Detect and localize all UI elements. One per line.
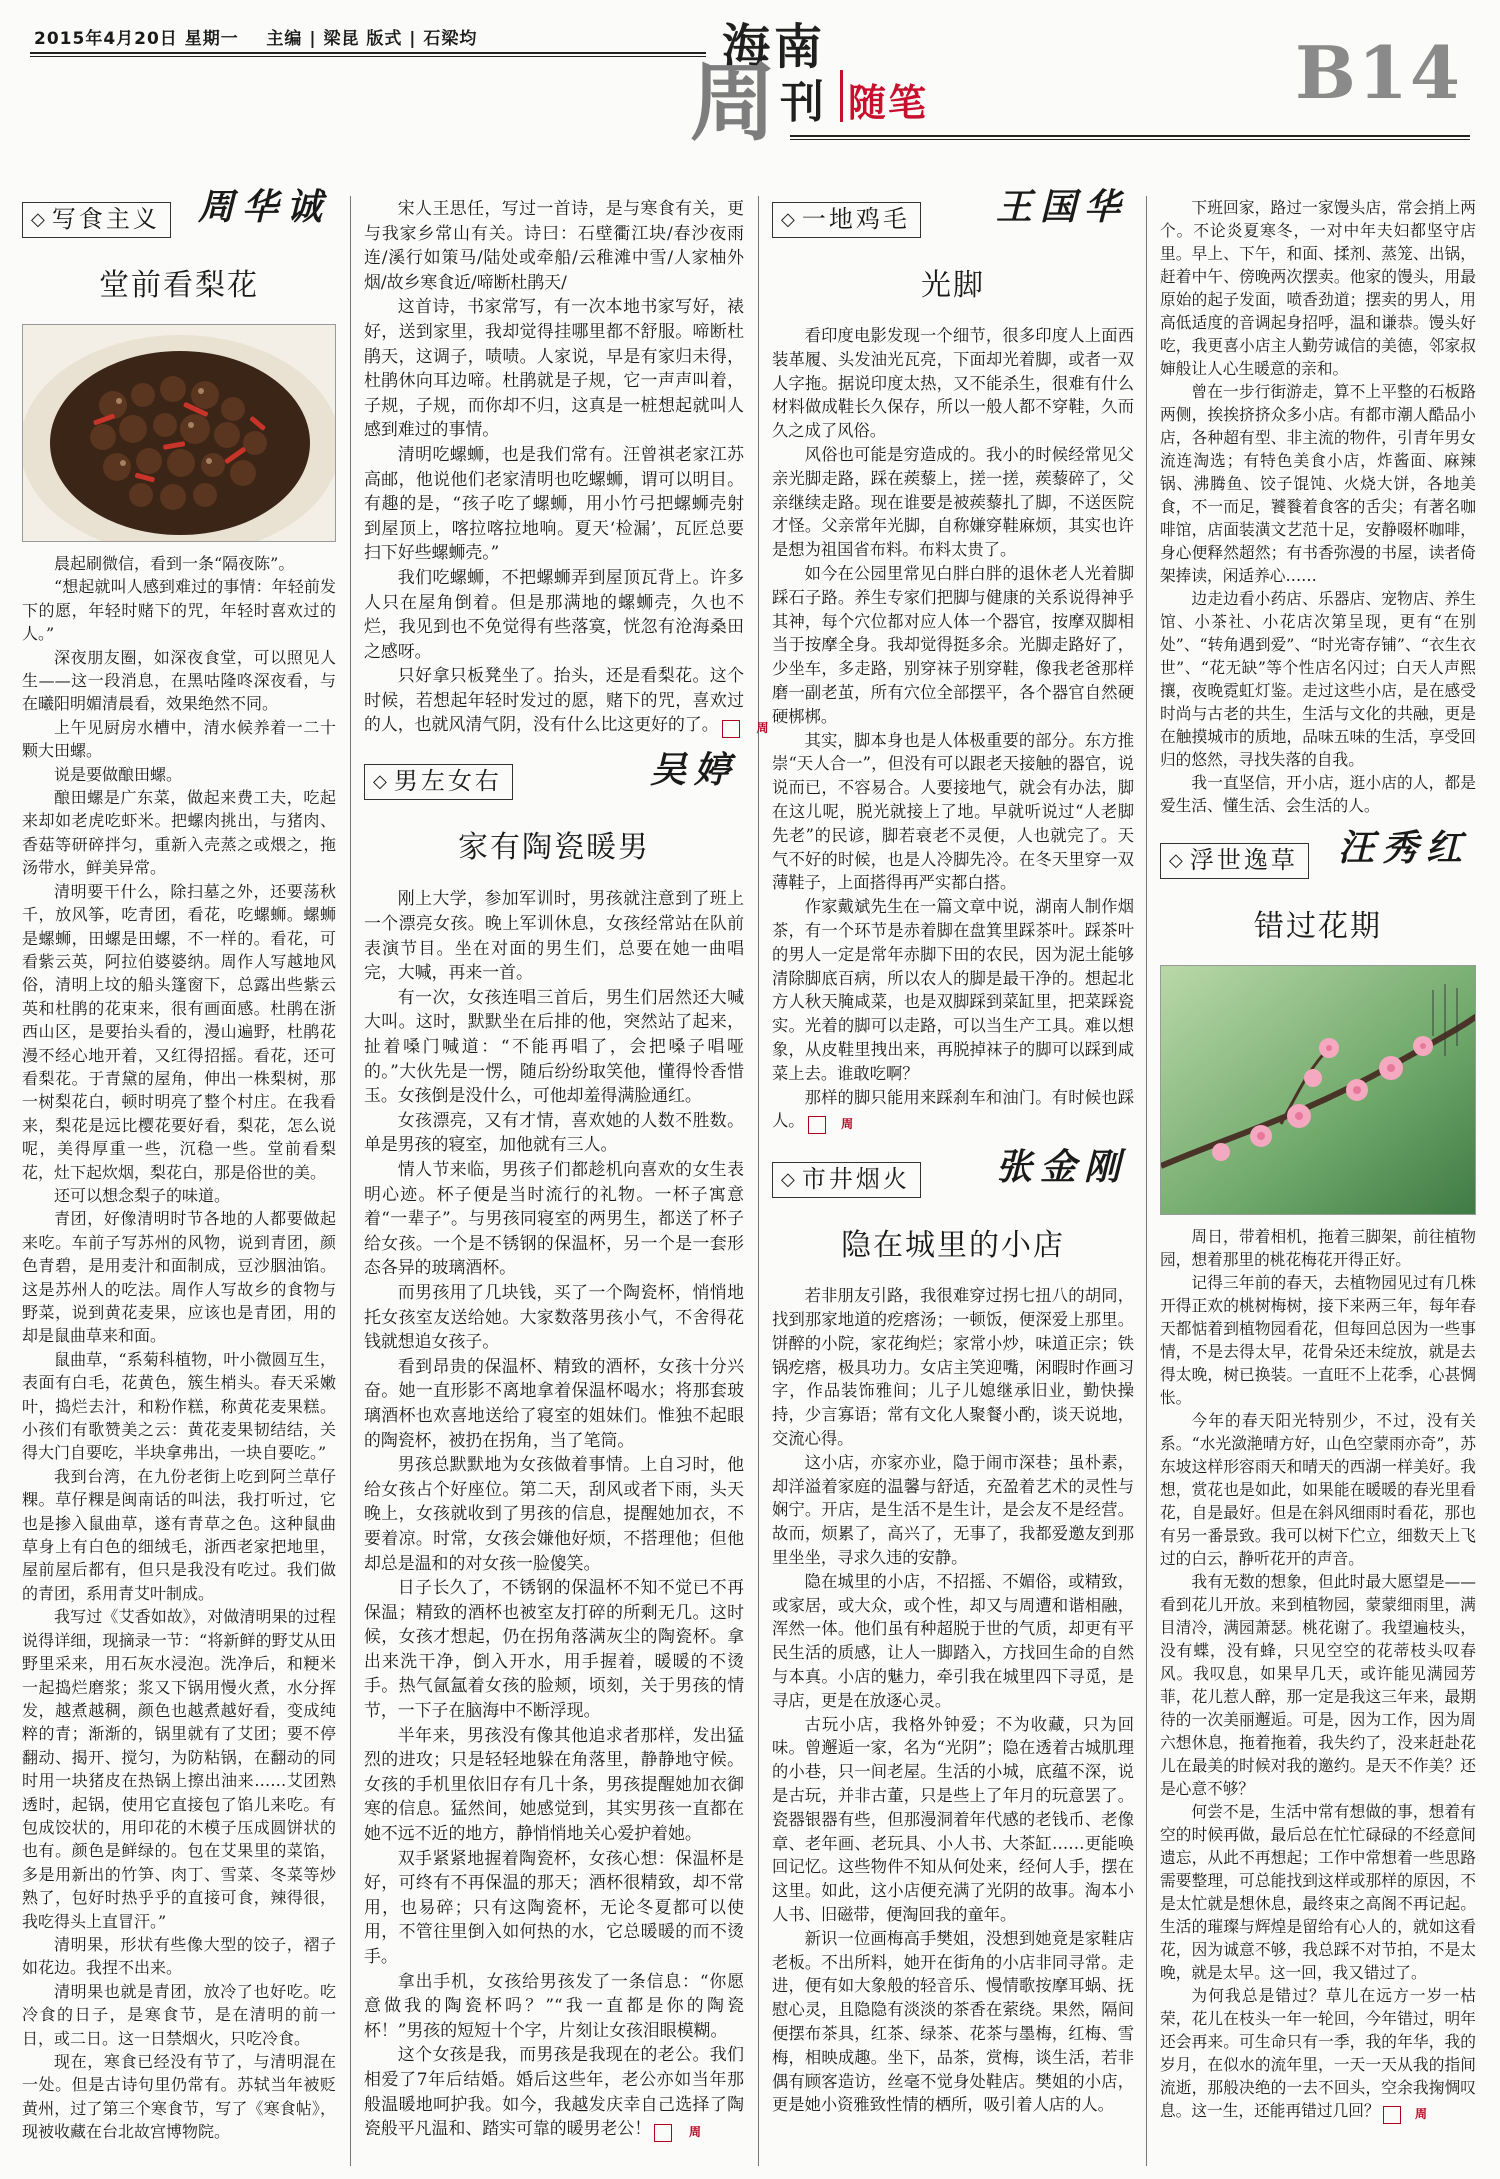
column-tag: ◇ 男左女右 xyxy=(364,764,513,800)
article-header xyxy=(1160,827,1476,893)
paragraph: 何尝不是，生活中常有想做的事，想着有空的时候再做，最后总在忙忙碌碌的不经意间遗忘，从此不再想起；工作中常想着一些思路需要整理，可总能找到这样或那样的原因，不是太忙就是想休息，最终束之高阁不再记起。生活的璀璨与辉煌是留给有心人的，就如这看花，因为诚意不够，我总踩不对节拍，不是太晚，就是太早。这一回，我又错过了。 xyxy=(1160,1802,1476,1982)
author-signature: 张金刚 xyxy=(995,1146,1128,1189)
paragraph: 我写过《艾香如故》，对做清明果的过程说得详细，现摘录一节：“将新鲜的野艾从田野里采来，用石灰水浸泡。洗净后，和粳米一起捣烂磨浆；浆又下锅用慢火煮，水分挥发，越煮越稠，颜色也越煮越好看，变成纯粹的青；渐渐的，锅里就有了艾团；要不停翻动、揭开、搅匀，为防粘锅，在翻动的同时用一块猪皮在热锅上擦出油来……艾团熟透时，起锅，使用它直接包了馅儿来吃。有包成饺状的，用印花的木模子压成圆饼状的也有。颜色是鲜绿的。包在艾果里的菜馅，多是用新出的竹笋、肉丁、雪菜、冬菜等炒熟了，包好时热乎乎的直接可食，辣得很，我吃得头上直冒汗。” xyxy=(22,1607,336,1931)
paragraph: 还可以想念梨子的味道。 xyxy=(54,1185,231,1205)
paragraph: 晨起刷微信，看到一条“隔夜陈”。 xyxy=(54,554,295,573)
author-signature: 汪秀红 xyxy=(1337,827,1470,869)
page-header xyxy=(0,0,1500,170)
article-cuoguo xyxy=(1160,827,1476,2124)
paragraph: 拿出手机，女孩给男孩发了一条信息：“你愿意做我的陶瓷杯吗？”“我一直都是你的陶瓷杯！”男孩的短短十个字，片刻让女孩泪眼模糊。 xyxy=(364,1970,744,2040)
article-xiaodian xyxy=(772,1146,1134,2117)
author-signature: 王国华 xyxy=(995,186,1128,228)
article-header xyxy=(772,1146,1134,1212)
paragraph: 这小店，亦家亦业，隐于闹市深巷；虽朴素，却洋溢着家庭的温馨与舒适，充盈着艺术的灵性与娴宁。开店，是生活不是生计，是会友不是经营。故而，烦累了，高兴了，无事了，我都爱邀友到那里坐坐，寻求久违的安静。 xyxy=(772,1452,1134,1568)
paragraph: 为何我总是错过？草儿在远方一岁一枯荣，花儿在枝头一年一轮回，今年错过，明年还会再来。可生命只有一季，我的年华，我的岁月，在似水的流年里，一天一天从我的指间流逝，那般决绝的一去不回头，空余我掬惆叹息。这一生，还能再错过几回？ 周 xyxy=(1160,1984,1476,2124)
paragraph: 男孩总默默地为女孩做着事情。上自习时，他给女孩占个好座位。第二天，刮风或者下雨，头天晚上，女孩就收到了男孩的信息，提醒她加衣，不要着凉。时常，女孩会嫌他好烦，不搭理他；但他却总是温和的对女孩一脸傻笑。 xyxy=(364,1454,744,1573)
article-body xyxy=(772,324,1134,1134)
paragraph: 酿田螺是广东菜，做起来费工夫，吃起来却如老虎吃虾米。把螺肉挑出，与猪肉、香菇等研碎拌匀，重新入壳蒸之或煨之，拖汤带水，鲜美异常。 xyxy=(22,788,336,878)
article-header xyxy=(364,749,744,814)
paragraph: 古玩小店，我格外钟爱；不为收藏，只为回味。曾邂逅一家，名为“光阴”；隐在透着古城肌理的小巷，只一间老屋。生活的小城，底蕴不深，说是古玩，并非古董，只是些上了年月的玩意罢了。瓷器银器有些，但那漫洞着年代感的老钱币、老像章、老年画、老玩具、小人书、大茶缸……更能唤回记忆。这些物件不知从何处来，经何人手，摆在这里。如此，这小店便充满了光阴的故事。淘本小人书、旧磁带，便淘回我的童年。 xyxy=(772,1714,1134,1925)
paragraph: 而男孩用了几块钱，买了一个陶瓷杯，悄悄地托女孩室友送给她。大家数落男孩小气，不舍得花钱就想追女孩子。 xyxy=(364,1281,744,1352)
paragraph: 若非朋友引路，我很难穿过拐七扭八的胡同，找到那家地道的疙瘩汤；一顿饭，便深爱上那里。饼醉的小院，家花绚烂；家常小炒，味道正宗；铁锅疙瘩，极具功力。女店主笑迎嘴，闲暇时作画习字，作品装饰雅间；儿子儿媳继承旧业，勤快操持，少言寡语；常有文化人聚餐小酌，谈天说地，交流心得。 xyxy=(772,1286,1134,1449)
column-three xyxy=(772,186,1134,2117)
end-mark-icon: 周 xyxy=(808,1116,826,1134)
article-guangjiao xyxy=(772,186,1134,1134)
diamond-icon: ◇ xyxy=(781,1169,798,1191)
paragraph: 上午见厨房水槽中，清水候养着一二十颗大田螺。 xyxy=(22,717,336,761)
peach-blossom-photo xyxy=(1160,965,1476,1215)
paragraph: 日子长久了，不锈钢的保温杯不知不觉已不再保温；精致的酒杯也被室友打碎的所剩无几。这时候，女孩才想起，仍在拐角落满灰尘的陶瓷杯。拿出来洗干净，倒入开水，用手握着，暖暖的不烫手。热气氤氲着女孩的脸颊，顷刻，关于男孩的情节，一下子在脑海中不断浮现。 xyxy=(364,1577,744,1721)
diamond-icon: ◇ xyxy=(1169,850,1186,871)
paragraph: 女孩漂亮，又有才情，喜欢她的人数不胜数。单是男孩的寝室，加他就有三人。 xyxy=(364,1109,744,1155)
snail-dish-photo xyxy=(22,324,336,542)
article-taoci xyxy=(364,749,744,2142)
paragraph: 鼠曲草，“系菊科植物，叶小微圆互生，表面有白毛，花黄色，簇生梢头。春天采嫩叶，捣烂去汁，和粉作糕，称黄花麦果糕。小孩们有歌赞美之云：黄花麦果韧结结，关得大门自要吃，半块拿弗出，一块自要吃。” xyxy=(22,1349,336,1463)
column-tag: ◇ 一地鸡毛 xyxy=(772,202,921,238)
column-four xyxy=(1160,196,1476,2124)
paragraph: 记得三年前的春天，去植物园见过有几株开得正欢的桃树梅树，接下来两三年，每年春天都惦着到植物园看花，但每回总因为一些事情，不是去得太早，花骨朵还未绽放，就是去得太晚，树已换装。一直旺不上花季，心甚惆怅。 xyxy=(1160,1273,1476,1407)
column-tag: ◇ 浮世逸草 xyxy=(1160,843,1309,879)
masthead-zhou: 周 xyxy=(690,53,776,153)
paragraph: 清明吃螺蛳，也是我们常有。汪曾祺老家江苏高邮，他说他们老家清明也吃螺蛳，谓可以明目。有趣的是，“孩子吃了螺蛳，用小竹弓把螺蛳壳射到屋顶上，喀拉喀拉地响。夏天‘检漏’，瓦匠总要扫下好些螺蛳壳。” xyxy=(364,443,744,563)
article-title: 隐在城里的小店 xyxy=(841,1228,1065,1264)
paragraph: 边走边看小药店、乐器店、宠物店、养生馆、小茶社、小花店次第呈现，更有“在别处”、“转角遇到爱”、“时光寄存铺”、“衣生衣世”、“花无缺”等个性店名闪过；白天人声熙攘，夜晚霓虹灯鉴。走过这些小店，是在感受时尚与古老的共生，生活与文化的共融，更是在触摸城市的质地，品味五味的生活，享受回归的悠然，寻找失落的自我。 xyxy=(1160,589,1476,769)
masthead-kan: 刊 xyxy=(780,77,824,128)
paragraph: 今年的春天阳光特别少，不过，没有关系。“水光潋滟晴方好，山色空蒙雨亦奇”，苏东坡这样形容雨天和晴天的西湖一样美好。我想，赏花也是如此，如果能在暖暖的春光里看花，自是最好。但是在斜风细雨时看花，那也有另一番景致。我可以树下伫立，细数天上飞过的白云，静听花开的声音。 xyxy=(1160,1411,1476,1568)
page-number: B14 xyxy=(1294,30,1462,115)
end-mark-icon: 周 xyxy=(722,720,740,738)
paragraph: 只好拿只板凳坐了。抬头，还是看梨花。这个时候，若想起年轻时发过的愿，赌下的咒，喜欢过的人，也就风清气阴，没有什么比这更好的了。 周 xyxy=(364,663,744,738)
article-body xyxy=(772,1284,1134,2117)
masthead-red-bar xyxy=(840,70,843,122)
paragraph: 清明果也就是青团，放冷了也好吃。吃冷食的日子，是寒食节，是在清明的前一日，或二日。这一日禁烟火，只吃冷食。 xyxy=(22,1981,336,2048)
article-header xyxy=(772,186,1134,252)
paragraph: 下班回家，路过一家馒头店，常会捎上两个。不论炎夏寒冬，一对中年夫妇都坚守店里。早上、下午，和面、揉剂、蒸笼、出锅，赶着中午、傍晚两次摆卖。他家的馒头，用最原始的起子发面，喷香劲道；摆卖的男人，用高低适度的音调起身招呼，温和谦恭。馒头好吃，我更喜小店主人勤劳诚信的美德，邻家叔婶般让人心生暖意的亲和。 xyxy=(1160,198,1476,378)
article-title: 堂前看梨花 xyxy=(99,268,259,303)
author-signature: 周华诚 xyxy=(197,186,330,228)
author-signature: 吴婷 xyxy=(649,749,738,792)
article-body xyxy=(22,552,336,2144)
article-tangqian xyxy=(22,186,336,2144)
paragraph: 风俗也可能是穷造成的。我小的时候经常见父亲光脚走路，踩在蒺藜上，搓一搓，蒺藜碎了，父亲继续走路。现在谁要是被蒺藜扎了脚，不送医院才怪。父亲常年光脚，自称嫌穿鞋麻烦，其实也许是想为祖国省布料。布料太贵了。 xyxy=(772,444,1134,560)
editor-line: 主编 | 梁昆 版式 | 石梁均 xyxy=(266,29,478,49)
diamond-icon: ◇ xyxy=(31,209,48,230)
paragraph: 我到台湾，在九份老街上吃到阿兰草仔粿。草仔粿是闽南话的叫法，我打听过，它也是掺入鼠曲草，遂有青草之色。这种鼠曲草身上有白色的细绒毛，浙西老家把地里，屋前屋后都有，但只是我没有吃过。我们做的青团，系用青艾叶制成。 xyxy=(22,1466,336,1603)
end-mark-icon: 周 xyxy=(654,2124,672,2142)
header-rule-thin xyxy=(30,56,706,57)
paragraph: 半年来，男孩没有像其他追求者那样，发出猛烈的进攻；只是轻轻地躲在角落里，静静地守候。女孩的手机里依旧存有几十条，男孩提醒她加衣御寒的信息。猛然间，她感觉到，其实男孩一直都在她不远不近的地方，静悄悄地关心爱护着她。 xyxy=(364,1724,744,1844)
paragraph: 刚上大学，参加军训时，男孩就注意到了班上一个漂亮女孩。晚上军训休息，女孩经常站在队前表演节目。坐在对面的男生们，总要在她一曲唱完，大喊，再来一首。 xyxy=(364,888,744,983)
section-name: 随笔 xyxy=(848,81,929,125)
diamond-icon: ◇ xyxy=(781,209,798,230)
paragraph: 作家戴斌先生在一篇文章中说，湖南人制作烟茶，有一个环节是赤着脚在盘箕里踩茶叶。踩茶叶的男人一定是常年赤脚下田的农民，因为泥土能够清除脚底百病，所以农人的脚是最干净的。想起北方人秋天腌咸菜，也是双脚踩到菜缸里，把菜踩瓷实。光着的脚可以走路，可以当生产工具。难以想象，从皮鞋里拽出来，再脱掉袜子的脚可以踩到咸菜上去。谁敢吃啊？ xyxy=(772,897,1134,1083)
header-rule xyxy=(30,52,706,54)
article-title: 错过花期 xyxy=(1254,909,1382,944)
paragraph: 有一次，女孩连唱三首后，男生们居然还大喊大叫。这时，默默坐在后排的他，突然站了起来，扯着嗓门喊道：“不能再唱了，会把嗓子唱哑的。”大伙先是一愣，随后纷纷取笑他，懂得怜香惜玉。女孩倒是没什么，可他却羞得满脸通红。 xyxy=(364,986,744,1106)
paragraph: 看到昂贵的保温杯、精致的酒杯，女孩十分兴奋。她一直形影不离地拿着保温杯喝水；将那套玻璃酒杯也欢喜地送给了寝室的姐妹们。惟独不起眼的陶瓷杯，被扔在拐角，当了笔筒。 xyxy=(364,1355,744,1450)
article-header xyxy=(22,186,336,252)
paragraph: 隐在城里的小店，不招摇、不媚俗，或精致，或家居，或大众，或个性，却又与周遭和谐相融，浑然一体。他们虽有种超脱于世的气质，却更有平民生活的质感，让人一脚踏入，方找回生命的自然与本真。小店的魅力，牵引我在城里四下寻觅，是寻店，更是在放逐心灵。 xyxy=(772,1571,1134,1710)
paragraph: 青团，好像清明时节各地的人都要做起来吃。车前子写苏州的风物，说到青团，颜色青碧，是用麦汁和面制成，豆沙胭油馅。这是苏州人的吃法。周作人写故乡的食物与野菜，说到黄花麦果，应该也是青团，用的却是鼠曲草来和面。 xyxy=(22,1209,336,1346)
paragraph: 如今在公园里常见白胖白胖的退休老人光着脚踩石子路。养生专家们把脚与健康的关系说得神乎其神，每个穴位都对应人体一个器官，按摩双脚相当于按摩全身。我却觉得挺多余。光脚走路好了，少坐车，多走路，别穿袜子别穿鞋，像我老爸那样磨一副老茧，所有穴位全部摆平，各个器官自然硬硬梆梆。 xyxy=(772,563,1134,726)
date-editor-line xyxy=(34,24,477,49)
paragraph: 双手紧紧地握着陶瓷杯，女孩心想：保温杯是好，可终有不再保温的那天；酒杯很精致，却不常用，也易碎；只有这陶瓷杯，无论冬夏都可以使用，不管往里倒入如何热的水，它总暖暖的而不烫手。 xyxy=(364,1847,744,1966)
column-tag: ◇ 市井烟火 xyxy=(772,1162,921,1198)
diamond-icon: ◇ xyxy=(373,771,390,793)
article-body xyxy=(1160,1225,1476,2124)
article-title: 光脚 xyxy=(921,268,985,303)
paragraph: 曾在一步行街游走，算不上平整的石板路两侧，挨挨挤挤众多小店。有都市潮人酷品小店，各种超有型、非主流的物件，引青年男女流连淘选；有特色美食小店，炸酱面、麻辣锅、沸腾鱼、饺子馄饨、火烧大饼，各地美食，不一而足，饕餮着食客的舌尖；有著名咖啡馆，店面装潢文艺范十足，安静啜杯咖啡，身心便释然超然；有书香弥漫的书屋，读者倚架捧读，闲适养心…… xyxy=(1160,382,1476,585)
paragraph: 我们吃螺蛳，不把螺蛳弄到屋顶瓦背上。许多人只在屋角倒着。但是那满地的螺蛳壳，久也不烂，我见到也不免觉得有些落寞，恍忽有沧海桑田之感呀。 xyxy=(364,566,744,661)
paragraph: 我有无数的想象，但此时最大愿望是——看到花儿开放。来到植物园，蒙蒙细雨里，满目清冷，满园萧瑟。桃花谢了。我望遍枝头，没有蝶，没有蜂，只见空空的花蒂枝头叹春风。我叹息，如果早几天，或许能见满园芳菲，花儿惹人醉，那一定是我这三年来，最期待的一次美丽邂逅。可是，因为工作，因为周六想休息，拖着拖着，我失约了，没来赶赴花儿在最美的时候对我的邀约。是天不作美？还是心意不够？ xyxy=(1160,1572,1476,1798)
article-body-continued xyxy=(364,196,769,738)
paragraph: 说是要做酿田螺。 xyxy=(54,764,183,784)
paragraph: 宋人王思任，写过一首诗，是与寒食有关，更与我家乡常山有关。诗曰：石壁衢江块/春沙夜雨连/溪行如策马/陆处或牵船/云稚滩中雪/人家柚外烟/故乡寒食近/啼断杜鹃天/ xyxy=(364,198,744,292)
paragraph: 其实，脚本身也是人体极重要的部分。东方推崇“天人合一”，但没有可以跟老天接触的器官，说说而已，不容易合。人要接地气，就会有办法，脚在这儿呢，脱光就接上了地。早就听说过“人老脚先老”的民谚，脚若衰老不灵便，人也就完了。天气不好的时候，也是人冷脚先冷。在冬天里穿一双薄鞋子，上面搭得再严实都白搭。 xyxy=(772,730,1134,893)
paragraph: 那样的脚只能用来踩刹车和油门。有时候也踩人。 周 xyxy=(772,1086,1134,1135)
header-rule-right-thin xyxy=(790,139,1470,140)
paragraph: 深夜朋友圈，如深夜食堂，可以照见人生——这一段消息，在黑咕隆咚深夜看，与在曦阳明媚清晨看，效果绝然不同。 xyxy=(22,647,336,714)
date-line: 2015年4月20日 星期一 xyxy=(34,29,239,49)
paragraph: “想起就叫人感到难过的事情：年轻前发下的愿，年轻时赌下的咒，年轻时喜欢过的人。” xyxy=(22,577,336,644)
paragraph: 周日，带着相机，拖着三脚架，前往植物园，想着那里的桃花梅花开得正好。 xyxy=(1160,1227,1476,1269)
column-divider xyxy=(758,196,759,2166)
paragraph: 我一直坚信，开小店，逛小店的人，都是爱生活、懂生活、会生活的人。 xyxy=(1160,773,1476,815)
header-rule-right xyxy=(790,135,1470,137)
masthead-hainan: 海南 xyxy=(722,19,827,75)
paragraph: 现在，寒食已经没有节了，与清明混在一处。但是古诗句里仍常有。苏轼当年被贬黄州，过了第三个寒食节，写了《寒食帖》，现被收藏在台北故宫博物院。 xyxy=(22,2052,336,2142)
column-two xyxy=(364,196,769,2142)
paragraph: 清明要干什么，除扫墓之外，还要荡秋千，放风筝，吃青团，看花，吃螺蛳。螺蛳是螺蛳，田螺是田螺，不一样的。看花，可看紫云英，阿拉伯婆婆纳。周作人写越地风俗，清明上坟的船头篷窗下，总露出些紫云英和杜鹃的花束来，很有画面感。杜鹃在浙西山区，是要抬头看的，漫山遍野，杜鹃花漫不经心地开着，又红得招摇。看花，还可看梨花。于青黛的屋角，伸出一株梨树，那一树梨花白，顿时明亮了整个村庄。在我看来，梨花是远比樱花要好看，梨花，怎么说呢，美得厚重一些，沉稳一些。堂前看梨花，灶下起炊烟，梨花白，那是俗世的美。 xyxy=(22,881,336,1182)
article-body-continued xyxy=(1160,196,1476,817)
article-title: 家有陶瓷暖男 xyxy=(458,830,650,866)
end-mark-icon: 周 xyxy=(1383,2106,1401,2124)
column-tag: ◇ 写食主义 xyxy=(22,202,171,238)
column-divider xyxy=(1146,196,1147,2166)
paragraph: 新识一位画梅高手樊姐，没想到她竟是家鞋店老板。不出所料，她开在街角的小店非同寻常。走进，便有如大象般的轻音乐、慢情歌按摩耳蜗、抚慰心灵，且隐隐有淡淡的茶香在萦绕。果然，隔间便摆布茶具，红茶、绿茶、花茶与墨梅，红梅、雪梅，相映成趣。坐下，品茶，赏梅，谈生活，若非偶有顾客造访，丝毫不觉身处鞋店。樊姐的小店，更是她小资雅致性情的栖所，吸引着人店的人。 xyxy=(772,1928,1134,2115)
paragraph: 看印度电影发现一个细节，很多印度人上面西装革履、头发油光瓦亮，下面却光着脚，或者一双人字拖。据说印度太热，又不能杀生，很难有什么材料做成鞋长久保存，所以一般人都不穿鞋，久而久之成了风俗。 xyxy=(772,326,1134,441)
paragraph: 这个女孩是我，而男孩是我现在的老公。我们相爱了7年后结婚。婚后这些年，老公亦如当年那般温暖地呵护我。如今，我越发庆幸自己选择了陶瓷般平凡温和、踏实可靠的暖男老公！ 周 xyxy=(364,2042,744,2142)
paragraph: 这首诗，书家常写，有一次本地书家写好，裱好，送到家里，我却觉得挂哪里都不舒服。啼断杜鹃天，这调子，啧啧。人家说，早是有家归未得，杜鹃休向耳边啼。杜鹃就是子规，它一声声叫着，子规，子规，而你却不归，这真是一桩想起就叫人感到难过的事情。 xyxy=(364,296,744,440)
paragraph: 清明果，形状有些像大型的饺子，褶子如花边。我捏不出来。 xyxy=(22,1934,336,1978)
article-body xyxy=(364,886,744,2142)
paragraph: 情人节来临，男孩子们都趁机向喜欢的女生表明心迹。杯子便是当时流行的礼物。一杯子寓意着“一辈子”。与男孩同寝室的两男生，都送了杯子给女孩。一个是不锈钢的保温杯，另一个是一套形态各异的玻璃酒杯。 xyxy=(364,1159,744,1278)
column-divider xyxy=(350,196,351,2166)
